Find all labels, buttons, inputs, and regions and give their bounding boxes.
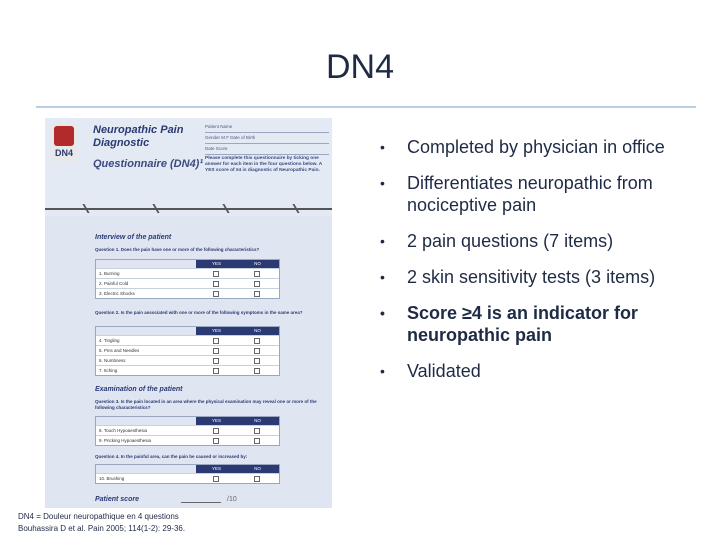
no-checkbox [254,358,260,364]
no-checkbox [254,428,260,434]
bullet-dot-icon: • [380,305,385,321]
bullet-score-indicator: • Score ≥4 is an indicator for neuropathic pain [380,303,638,345]
no-checkbox [254,348,260,354]
no-header: NO [254,328,261,333]
bullet-pain-questions: • 2 pain questions (7 items) [380,231,614,251]
questionnaire-instructions: Please complete this questionnaire by ticking one answer for each item in the four questions below. A YES score of ≥4 is diagnostic of Neuropathic Pain. [205,156,323,173]
bullet-dot-icon: • [380,363,385,379]
dn4-logo [51,124,77,162]
score-total: /10 [227,496,237,503]
bullet-differentiates: • Differentiates neuropathic from nociceptive pain [380,173,653,215]
field-date-score: Date Score [205,146,329,155]
question-2: Question 2. Is the pain associated with one or more of the following symptoms in the same area? [95,310,303,315]
no-checkbox [254,338,260,344]
bullet-validated: • Validated [380,361,481,381]
question-3-table [95,416,280,446]
item-touch-hypoaesthesia: 8. Touch Hypoaesthesia [99,428,147,433]
question-4-table [95,464,280,484]
examination-heading: Examination of the patient [95,386,183,393]
yes-header: YES [211,466,221,471]
no-checkbox [254,291,260,297]
questionnaire-subtitle: Questionnaire (DN4)¹ [93,158,204,170]
yes-checkbox [213,476,219,482]
item-tingling: 4. Tingling [99,338,120,343]
citation-line-2: Bouhassira D et al. Pain 2005; 114(1-2): 29-36. [18,524,186,533]
field-gender-dob: Gender M F Date of Birth [205,135,329,144]
question-1-table [95,259,280,299]
title-divider [36,106,696,108]
bullet-completed-by-physician: • Completed by physician in office [380,137,665,157]
patient-fields [205,124,329,157]
yes-checkbox [213,348,219,354]
no-checkbox [254,438,260,444]
question-1: Question 1. Does the pain have one or more of the following characteristics? [95,247,260,252]
field-patient-name: Patient Name [205,124,329,133]
yes-checkbox [213,358,219,364]
bullet-skin-tests: • 2 skin sensitivity tests (3 items) [380,267,656,287]
question-3: Question 3. Is the pain located in an area where the physical examination may reveal one or more of the following characteristics? [95,399,317,410]
item-pricking-hypoaesthesia: 9. Pricking Hypoaesthesia [99,438,152,443]
score-blank [181,502,221,503]
yes-checkbox [213,281,219,287]
interview-heading: Interview of the patient [95,234,172,241]
bullet-dot-icon: • [380,175,385,191]
yes-checkbox [213,271,219,277]
item-pins-needles: 5. Pins and Needles [99,348,140,353]
item-painful-cold: 2. Painful Cold [99,281,129,286]
no-checkbox [254,368,260,374]
slide-title: DN4 [325,48,395,86]
item-itching: 7. Itching [99,368,118,373]
item-electric-shocks: 3. Electric Shocks [99,291,135,296]
no-checkbox [254,271,260,277]
yes-checkbox [213,438,219,444]
question-4: Question 4. In the painful area, can the pain be caused or increased by: [95,454,248,459]
item-brushing: 10. Brushing [99,476,125,481]
citation-line-1: DN4 = Douleur neuropathique en 4 questions [18,512,179,521]
yes-checkbox [213,428,219,434]
no-checkbox [254,476,260,482]
question-2-table [95,326,280,376]
bullet-list [380,136,710,382]
yes-header: YES [211,328,221,333]
logo-text: DN4 [54,148,73,158]
no-header: NO [254,466,261,471]
dn4-questionnaire-image [45,118,332,508]
bullet-dot-icon: • [380,233,385,249]
logo-mark-icon [54,126,74,146]
patient-score-label: Patient score [95,496,139,503]
yes-header: YES [211,261,221,266]
yes-checkbox [213,368,219,374]
yes-header: YES [211,418,221,423]
citation [18,511,185,535]
item-numbness: 6. Numbness [99,358,126,363]
no-header: NO [254,418,261,423]
bullet-dot-icon: • [380,269,385,285]
questionnaire-title: Neuropathic Pain Diagnostic [93,124,184,149]
yes-checkbox [213,291,219,297]
bullet-dot-icon: • [380,139,385,155]
item-burning: 1. Burning [99,271,120,276]
no-checkbox [254,281,260,287]
yes-checkbox [213,338,219,344]
no-header: NO [254,261,261,266]
